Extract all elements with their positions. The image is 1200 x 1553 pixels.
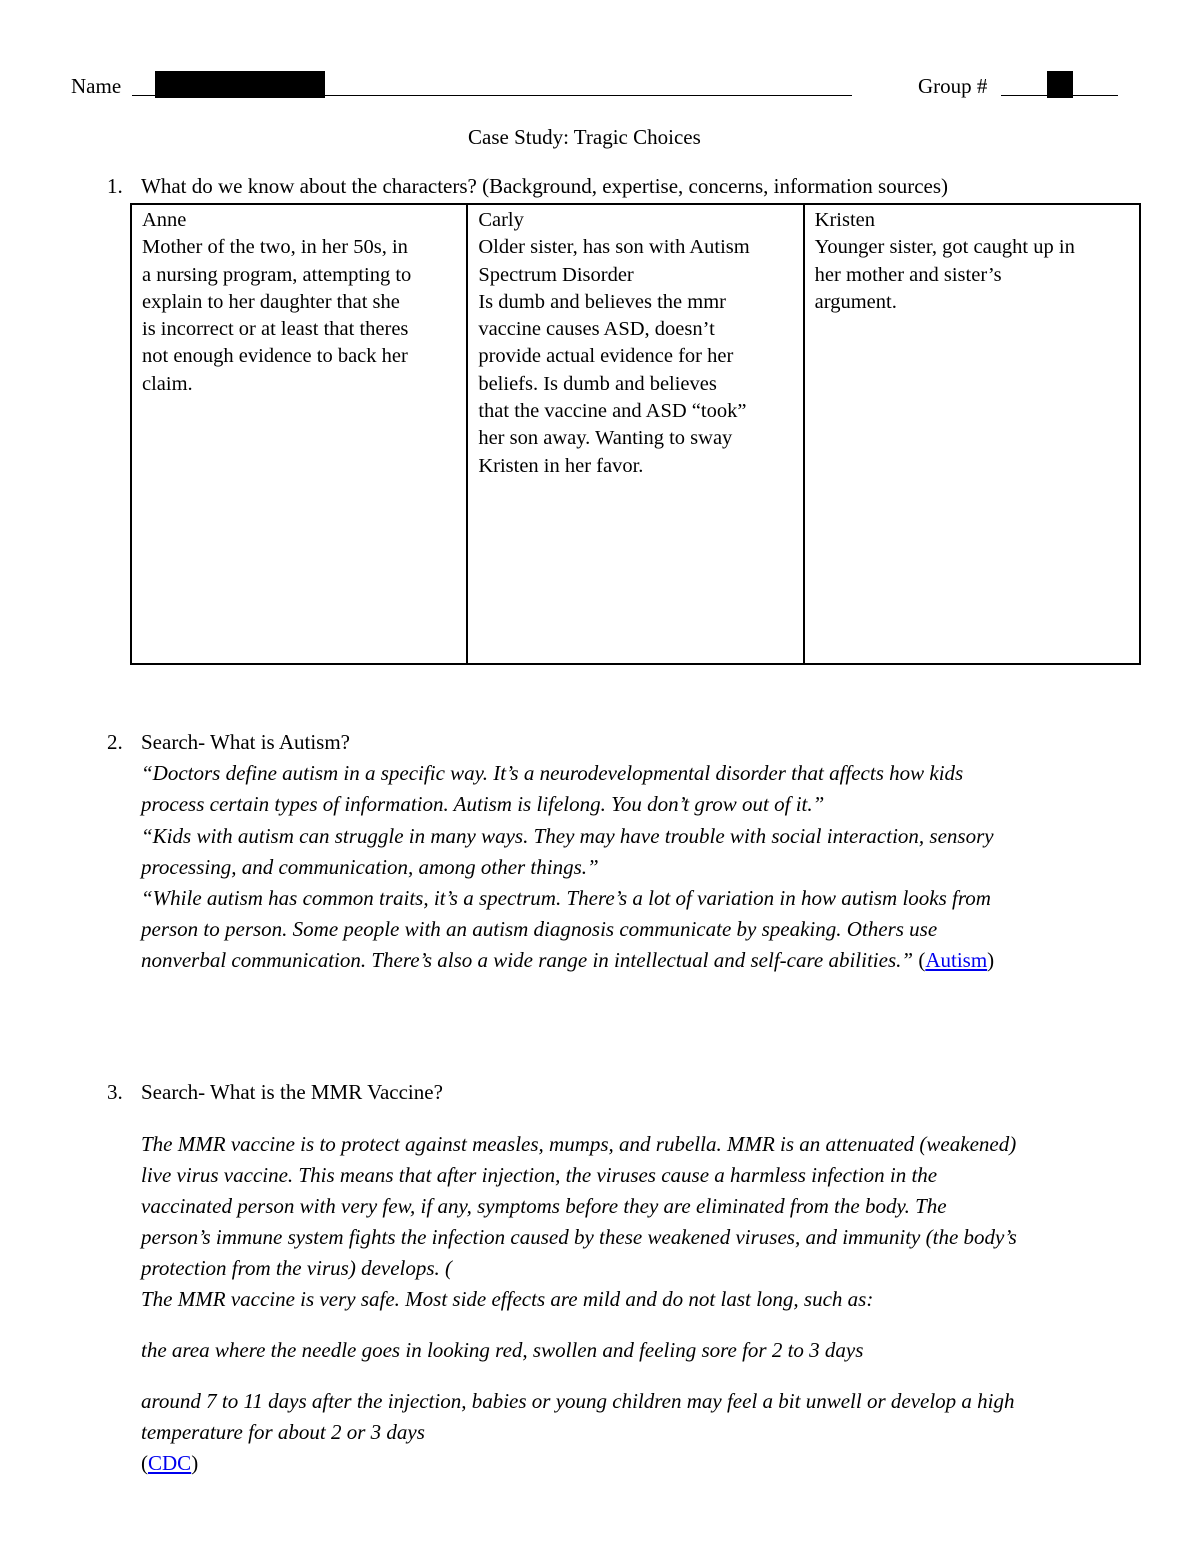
q2-text: Search- What is Autism? (141, 730, 350, 754)
mmr-side-effect: the area where the needle goes in looking red, swollen and feeling sore for 2 to 3 days (141, 1338, 864, 1362)
q3-number: 3. (107, 1080, 123, 1104)
redacted-group (1047, 71, 1073, 98)
cell-line: beliefs. Is dumb and believes (478, 372, 717, 395)
cell-line: vaccine causes ASD, doesn’t (478, 318, 715, 341)
cell-line: Younger sister, got caught up in (814, 236, 1075, 259)
cell-line: explain to her daughter that she (142, 290, 400, 313)
character-name: Anne (142, 209, 187, 231)
characters-table (130, 203, 1141, 665)
autism-quote-line: “Doctors define autism in a specific way. It’s a neurodevelopmental disorder that affects how kids (141, 761, 964, 785)
character-name: Kristen (814, 209, 876, 231)
mmr-text-line: The MMR vaccine is very safe. Most side effects are mild and do not last long, such as: (141, 1287, 874, 1311)
cell-line: a nursing program, attempting to (142, 263, 412, 286)
q1-number: 1. (107, 174, 123, 198)
cdc-citation: (CDC) (141, 1451, 199, 1475)
character-name: Carly (478, 209, 524, 231)
autism-quote-line: “Kids with autism can struggle in many ways. They may have trouble with social interaction, sensory (141, 824, 994, 848)
cell-line: provide actual evidence for her (478, 345, 734, 368)
page-title: Case Study: Tragic Choices (468, 125, 701, 149)
autism-quote-line: processing, and communication, among other things.” (141, 855, 599, 879)
mmr-text-line: vaccinated person with very few, if any, symptoms before they are eliminated from the body. The (141, 1194, 947, 1218)
cell-line: Spectrum Disorder (478, 263, 634, 286)
cell-line: argument. (814, 290, 897, 313)
cell-line: Older sister, has son with Autism (478, 236, 750, 259)
mmr-text-line: protection from the virus) develops. ( (141, 1256, 453, 1280)
cell-line: her mother and sister’s (814, 263, 1002, 286)
autism-quote-last-line: nonverbal communication. There’s also a wide range in intellectual and self-care abilities.” (Autism) (141, 948, 995, 972)
mmr-text-line: live virus vaccine. This means that after injection, the viruses cause a harmless infection in the (141, 1163, 938, 1187)
q1-text: What do we know about the characters? (Background, expertise, concerns, information sources) (141, 174, 949, 198)
autism-quote-line: nonverbal communication. There’s also a wide range in intellectual and self-care abilities.” (141, 948, 914, 972)
cell-line: not enough evidence to back her (142, 345, 408, 368)
mmr-side-effect: around 7 to 11 days after the injection, babies or young children may feel a bit unwell or develop a high (141, 1389, 1015, 1413)
cell-line: claim. (142, 372, 193, 395)
autism-quote-line: process certain types of information. Autism is lifelong. You don’t grow out of it.” (141, 792, 825, 816)
cell-line: Is dumb and believes the mmr (478, 290, 726, 313)
cell-line: her son away. Wanting to sway (478, 427, 733, 450)
cell-line: Kristen in her favor. (478, 454, 644, 477)
autism-source-link[interactable]: Autism (925, 948, 988, 972)
group-label: Group # (918, 74, 988, 98)
kristen-cell (804, 204, 1140, 664)
mmr-text-line: person’s immune system fights the infection caused by these weakened viruses, and immunity (the body’s (141, 1225, 1017, 1249)
redacted-name (155, 71, 325, 98)
cell-line: that the vaccine and ASD “took” (478, 400, 747, 423)
autism-quote-line: person to person. Some people with an autism diagnosis communicate by speaking. Others use (141, 917, 938, 941)
autism-quote-line: “While autism has common traits, it’s a spectrum. There’s a lot of variation in how autism looks from (141, 886, 991, 910)
cell-line: Mother of the two, in her 50s, in (142, 236, 408, 259)
anne-cell (131, 204, 467, 664)
q3-text: Search- What is the MMR Vaccine? (141, 1080, 443, 1104)
q2-number: 2. (107, 730, 123, 754)
mmr-text-line: The MMR vaccine is to protect against measles, mumps, and rubella. MMR is an attenuated (weakened) (141, 1132, 1017, 1156)
carly-cell (467, 204, 803, 664)
name-label: Name (71, 74, 122, 98)
mmr-side-effect: temperature for about 2 or 3 days (141, 1420, 425, 1444)
cdc-source-link[interactable]: CDC (148, 1451, 192, 1475)
cell-line: is incorrect or at least that theres (142, 318, 409, 341)
